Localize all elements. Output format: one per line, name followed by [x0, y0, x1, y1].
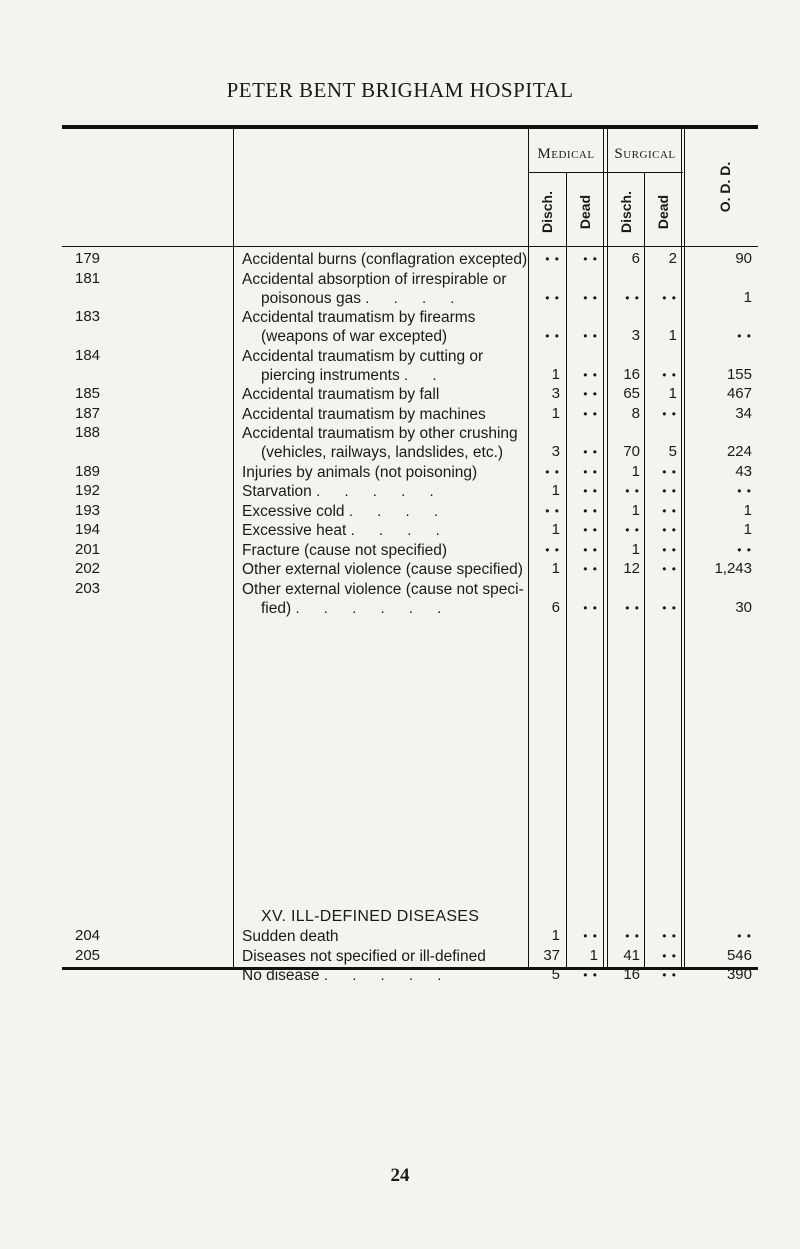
table-cell-value: 1: [589, 946, 598, 964]
empty-cell-mark: • •: [545, 329, 560, 343]
cause-label: Accidental traumatism by other crushing: [242, 425, 518, 442]
table-cell-value: 1: [743, 501, 752, 519]
empty-cell-mark: • •: [662, 929, 677, 943]
table-cell-value: 546: [726, 946, 752, 964]
cause-label: fied) . . . . . .: [261, 599, 452, 617]
empty-cell-mark: • •: [583, 484, 598, 498]
medical-header: Medical: [537, 146, 595, 162]
med-dead-header: Dead: [577, 194, 593, 230]
page-number: 24: [390, 1165, 410, 1186]
table-cell-value: 1: [668, 327, 677, 344]
cause-label: Excessive heat . . . .: [242, 522, 450, 539]
empty-cell-mark: • •: [625, 290, 640, 305]
cause-label: piercing instruments . .: [261, 366, 447, 384]
surg-dead-header: Dead: [655, 194, 671, 230]
cause-label: Other external violence (cause not speci-: [242, 580, 524, 598]
cause-label: Sudden death: [242, 928, 339, 945]
empty-cell-mark: • •: [662, 562, 677, 576]
cause-label: Injuries by animals (not poisoning): [242, 463, 478, 481]
empty-cell-mark: • •: [583, 329, 598, 343]
table-cell-value: 3: [551, 443, 560, 460]
empty-cell-mark: • •: [662, 968, 677, 982]
row-number: 203: [75, 579, 101, 597]
empty-cell-mark: • •: [583, 367, 598, 382]
table-cell-value: 390: [726, 966, 752, 983]
empty-cell-mark: • •: [737, 542, 752, 557]
empty-cell-mark: • •: [583, 290, 598, 305]
section-heading: XV. ILL-DEFINED DISEASES: [261, 908, 480, 925]
empty-cell-mark: • •: [737, 484, 752, 498]
empty-cell-mark: • •: [545, 503, 560, 518]
table-cell-value: 1,243: [714, 560, 752, 577]
empty-cell-mark: • •: [583, 464, 598, 479]
table-cell-value: 16: [623, 365, 640, 383]
empty-cell-mark: • •: [625, 929, 640, 943]
page-title: PETER BENT BRIGHAM HOSPITAL: [226, 78, 574, 102]
table-top-rule: [62, 125, 758, 129]
cause-label: Starvation . . . . .: [242, 483, 444, 500]
cause-label: No disease . . . . .: [242, 967, 452, 984]
empty-cell-mark: • •: [662, 600, 677, 615]
row-number: 185: [75, 385, 101, 402]
row-number: 181: [75, 269, 101, 287]
table-cell-value: 1: [551, 560, 560, 577]
empty-cell-mark: • •: [662, 367, 677, 382]
row-number: 179: [75, 250, 101, 267]
leader-dots: . . . .: [350, 522, 450, 539]
row-number: 194: [75, 521, 101, 538]
empty-cell-mark: • •: [737, 329, 752, 343]
table-cell-value: 34: [735, 404, 752, 422]
table-cell-value: 1: [551, 927, 560, 944]
table-cell-value: 30: [735, 598, 752, 616]
empty-cell-mark: • •: [625, 600, 640, 615]
header-bottom-rule: [62, 246, 758, 247]
surgical-header: Surgical: [614, 146, 676, 162]
table-cell-value: 1: [631, 501, 640, 519]
empty-cell-mark: • •: [583, 252, 598, 266]
table-cell-value: 1: [631, 540, 640, 558]
empty-cell-mark: • •: [583, 503, 598, 518]
empty-cell-mark: • •: [545, 542, 560, 557]
cause-label: Accidental traumatism by cutting or: [242, 347, 484, 365]
table-cell-value: 1: [743, 288, 752, 306]
table-cell-value: 1: [551, 482, 560, 499]
med-disch-header: Disch.: [539, 191, 555, 234]
table-cell-value: 70: [623, 443, 640, 460]
table-cell-value: 65: [623, 385, 640, 402]
row-number: 187: [75, 404, 101, 422]
cause-label: Accidental burns (conflagration excepted): [242, 251, 528, 268]
table-cell-value: 1: [551, 365, 560, 383]
leader-dots: . . . . . .: [295, 599, 452, 617]
table-cell-value: 5: [551, 966, 560, 983]
empty-cell-mark: • •: [662, 484, 677, 498]
table-cell-value: 155: [726, 365, 752, 383]
table-cell-value: 1: [551, 404, 560, 422]
empty-cell-mark: • •: [662, 523, 677, 537]
col-divider: [233, 127, 234, 968]
cause-label: Accidental traumatism by firearms: [242, 309, 476, 326]
surg-disch-header: Disch.: [618, 191, 634, 234]
row-number: 202: [75, 560, 101, 577]
empty-cell-mark: • •: [583, 968, 598, 982]
empty-cell-mark: • •: [662, 406, 677, 421]
table-cell-value: 6: [551, 598, 560, 616]
row-number: 205: [75, 946, 101, 964]
empty-cell-mark: • •: [583, 406, 598, 421]
row-number: 184: [75, 346, 101, 364]
table-cell-value: 1: [743, 521, 752, 538]
empty-cell-mark: • •: [583, 562, 598, 576]
cause-label: Accidental traumatism by fall: [242, 386, 440, 403]
table-cell-value: 16: [623, 966, 640, 983]
table-cell-value: 37: [543, 946, 560, 964]
empty-cell-mark: • •: [583, 929, 598, 943]
row-number: 188: [75, 424, 101, 441]
cause-label: poisonous gas . . . .: [261, 289, 465, 307]
empty-cell-mark: • •: [583, 523, 598, 537]
leader-dots: . .: [404, 366, 447, 384]
table-cell-value: 12: [623, 560, 640, 577]
table-cell-value: 3: [631, 327, 640, 344]
odd-header: O. D. D.: [717, 161, 733, 213]
cause-label: Diseases not specified or ill-defined: [242, 947, 486, 965]
group-header-rule: [528, 172, 683, 173]
table-cell-value: 8: [631, 404, 640, 422]
table-cell-value: 224: [726, 443, 752, 460]
empty-cell-mark: • •: [583, 387, 598, 401]
table-cell-value: 41: [623, 946, 640, 964]
row-number: 183: [75, 308, 101, 325]
row-number: 193: [75, 501, 101, 519]
cause-label: Excessive cold . . . .: [242, 502, 449, 520]
empty-cell-mark: • •: [545, 464, 560, 479]
row-number: 189: [75, 462, 101, 480]
cause-label: (vehicles, railways, landslides, etc.): [261, 444, 504, 461]
cause-label: (weapons of war excepted): [261, 328, 448, 345]
cause-label: Other external violence (cause specified): [242, 561, 523, 578]
table-cell-value: 1: [668, 385, 677, 402]
empty-cell-mark: • •: [662, 948, 677, 963]
empty-cell-mark: • •: [737, 929, 752, 943]
leader-dots: . . . .: [348, 502, 449, 520]
cause-label: Fracture (cause not specified): [242, 541, 448, 559]
cause-label: Accidental absorption of irrespirable or: [242, 270, 507, 288]
table-cell-value: 6: [631, 250, 640, 267]
cause-label: Accidental traumatism by machines: [242, 405, 486, 423]
empty-cell-mark: • •: [662, 290, 677, 305]
table-cell-value: 90: [735, 250, 752, 267]
col-divider: [684, 127, 685, 968]
table-cell-value: 1: [551, 521, 560, 538]
table-cell-value: 5: [668, 443, 677, 460]
table-cell-value: 3: [551, 385, 560, 402]
empty-cell-mark: • •: [662, 503, 677, 518]
empty-cell-mark: • •: [625, 523, 640, 537]
table-cell-value: 2: [668, 250, 677, 267]
empty-cell-mark: • •: [545, 290, 560, 305]
empty-cell-mark: • •: [583, 600, 598, 615]
empty-cell-mark: • •: [662, 464, 677, 479]
empty-cell-mark: • •: [625, 484, 640, 498]
empty-cell-mark: • •: [662, 542, 677, 557]
leader-dots: . . . . .: [323, 967, 452, 984]
empty-cell-mark: • •: [545, 252, 560, 266]
empty-cell-mark: • •: [583, 445, 598, 459]
row-number: 201: [75, 540, 101, 558]
table-cell-value: 467: [726, 385, 752, 402]
row-number: 192: [75, 482, 101, 499]
empty-cell-mark: • •: [583, 542, 598, 557]
table-cell-value: 1: [631, 462, 640, 480]
table-cell-value: 43: [735, 462, 752, 480]
col-divider: [681, 127, 682, 968]
leader-dots: . . . . .: [316, 483, 444, 500]
row-number: 204: [75, 927, 101, 944]
leader-dots: . . . .: [365, 289, 465, 307]
